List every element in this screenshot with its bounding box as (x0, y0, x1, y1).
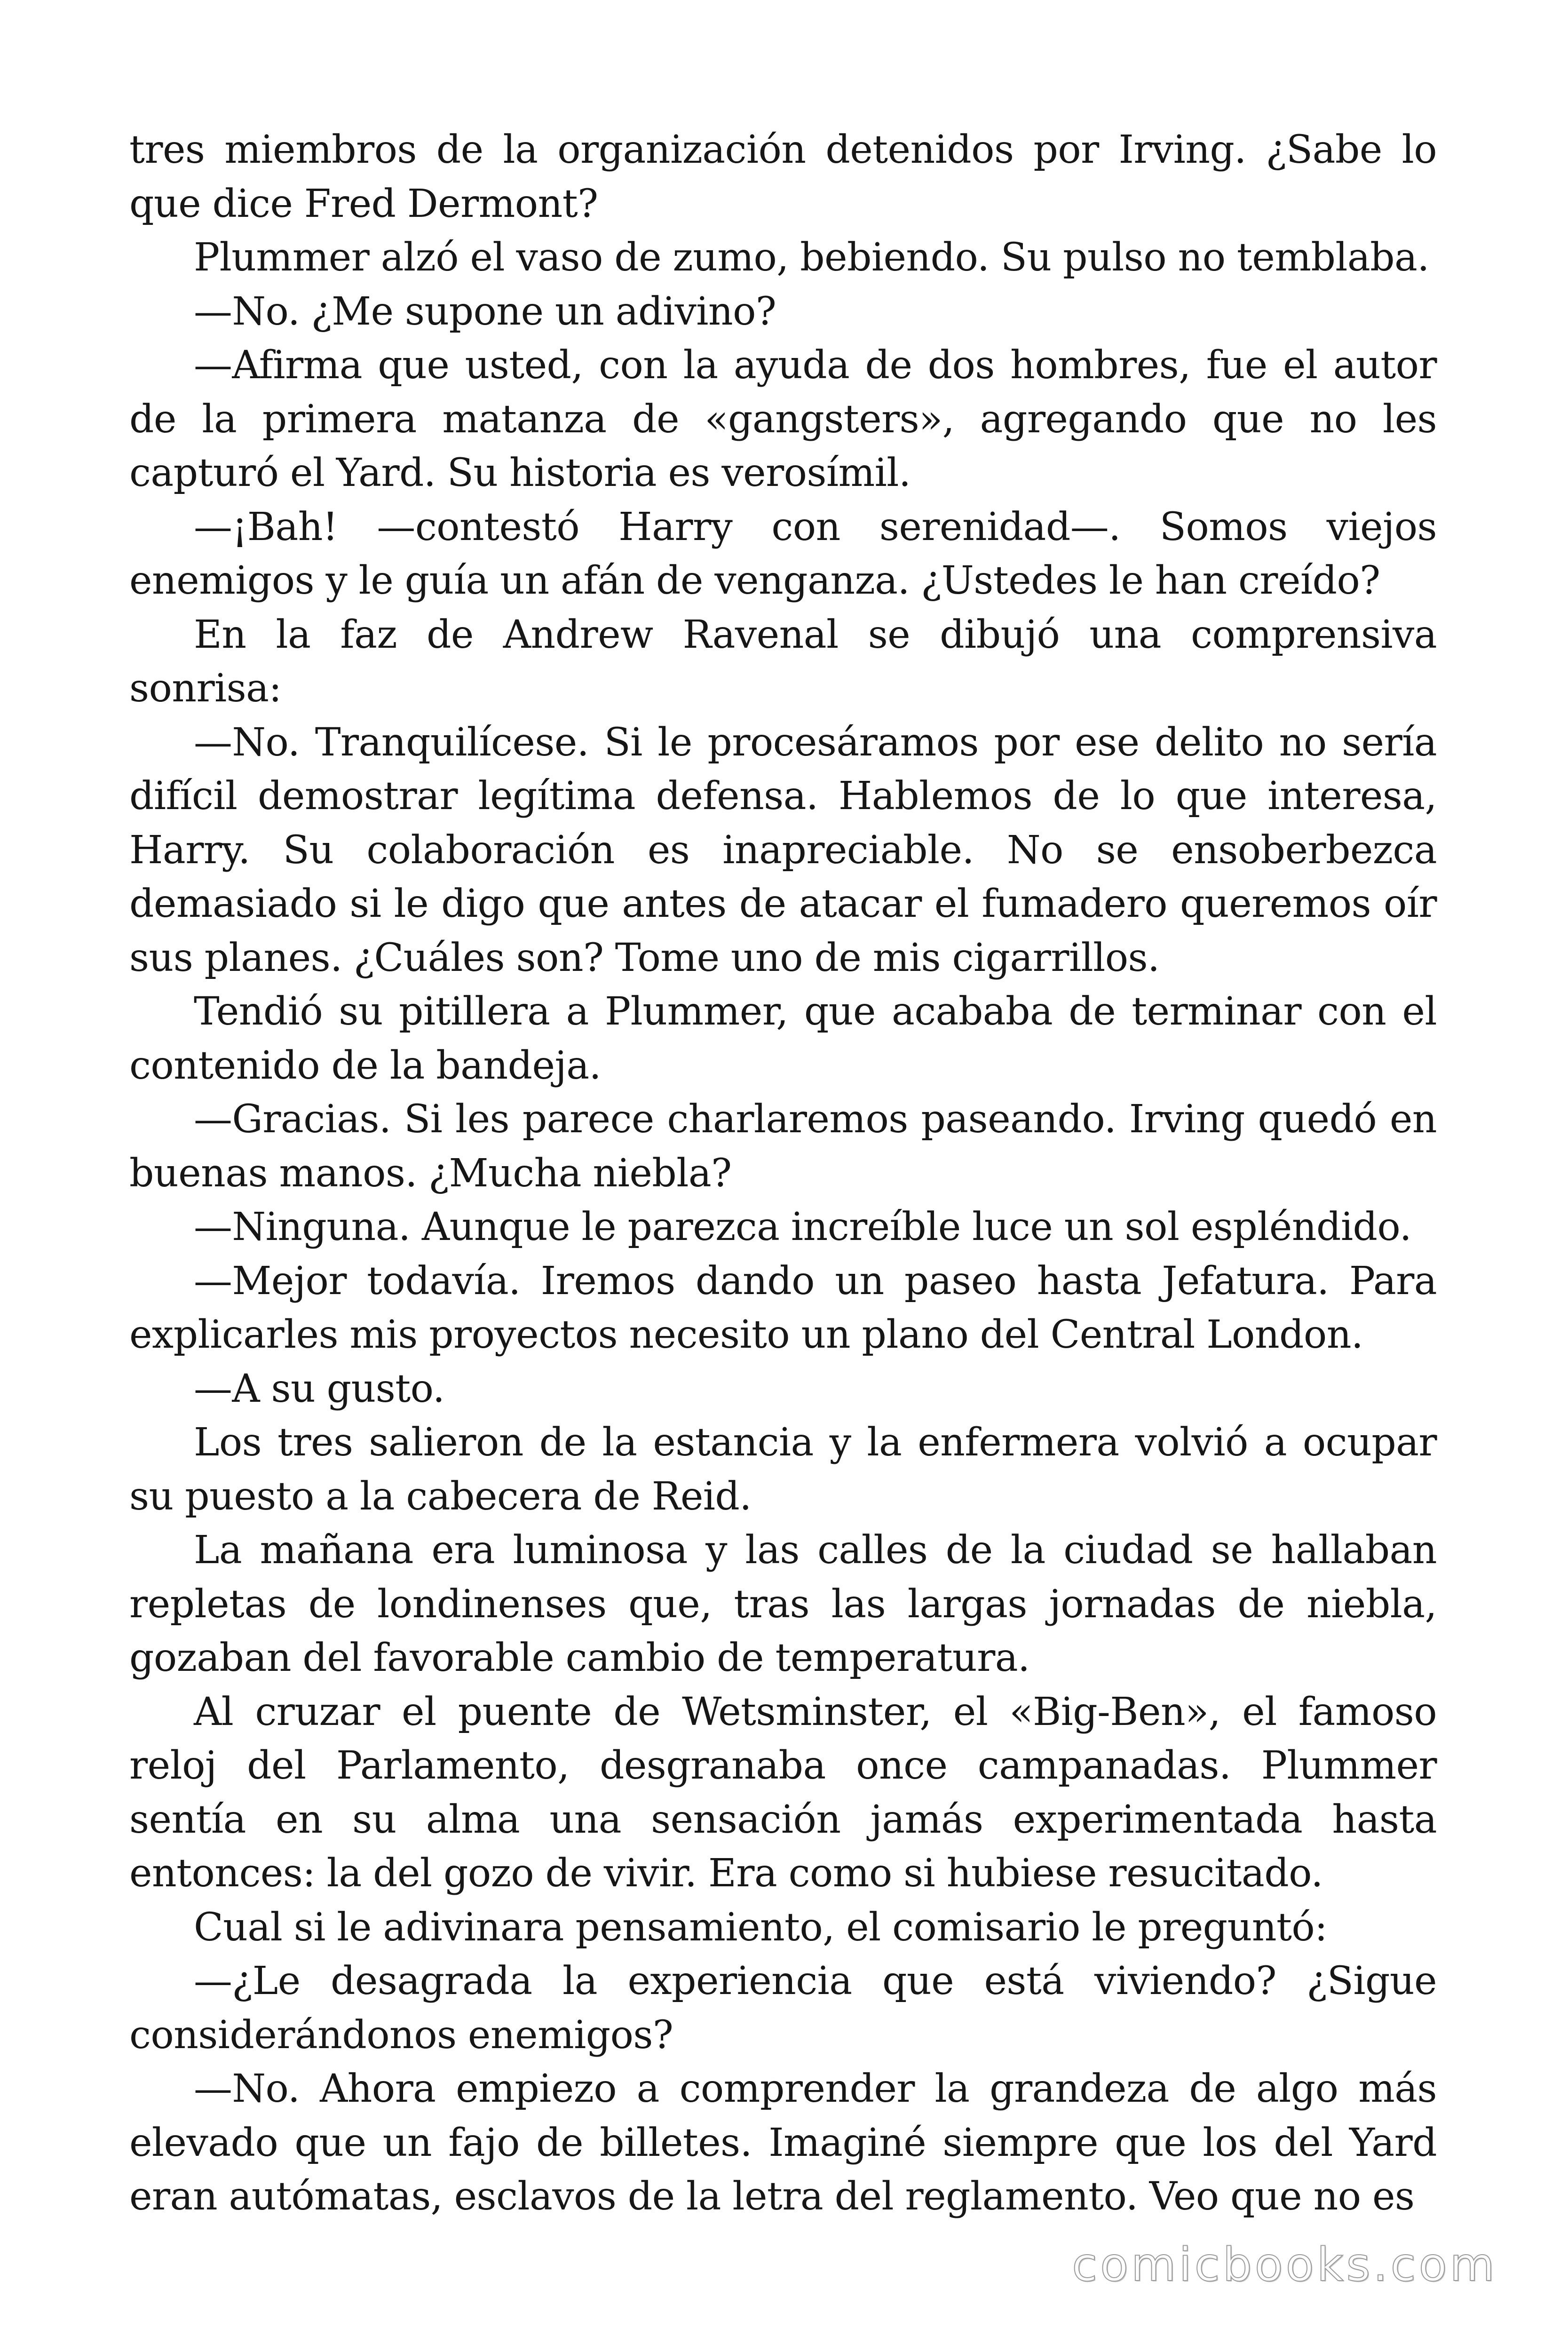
paragraph-6: En la faz de Andrew Ravenal se dibujó una comprensiva sonrisa: (129, 612, 1437, 711)
watermark: comicbooks.com (1072, 2238, 1497, 2292)
paragraph-12: —A su gusto. (194, 1366, 445, 1411)
paragraph-17: —¿Le desagrada la experiencia que está viviendo? ¿Sigue considerándonos enemigos? (129, 1959, 1437, 2058)
paragraph-9: —Gracias. Si les parece charlaremos paseando. Irving quedó en buenas manos. ¿Mucha niebla? (129, 1097, 1437, 1196)
paragraph-7: —No. Tranquilícese. Si le procesáramos por ese delito no sería difícil demostrar legítima defensa. Hablemos de lo que interesa, Harry. Su colaboración es inapreciable. No se ensoberbezca demasiado si le digo que antes de atacar el fumadero queremos oír sus planes. ¿Cuáles son? Tome uno de mis cigarrillos. (129, 720, 1437, 980)
paragraph-8: Tendió su pitillera a Plummer, que acababa de terminar con el contenido de la bandeja. (129, 989, 1437, 1088)
paragraph-15: Al cruzar el puente de Wetsminster, el «Big-Ben», el famoso reloj del Parlamento, desgranaba once campanadas. Plummer sentía en su alma una sensación jamás experimentada hasta entonces: la del gozo de vivir. Era como si hubiese resucitado. (129, 1689, 1437, 1896)
paragraph-10: —Ninguna. Aunque le parezca increíble luce un sol espléndido. (194, 1205, 1412, 1249)
body-text (129, 123, 1437, 2224)
paragraph-18: —No. Ahora empiezo a comprender la grandeza de algo más elevado que un fajo de billetes. Imaginé siempre que los del Yard eran autómatas, esclavos de la letra del reglamento. Veo que no es (129, 2066, 1437, 2219)
paragraph-16: Cual si le adivinara pensamiento, el comisario le preguntó: (194, 1905, 1328, 1950)
paragraph-11: —Mejor todavía. Iremos dando un paseo hasta Jefatura. Para explicarles mis proyectos necesito un plano del Central London. (129, 1258, 1437, 1357)
paragraph-4: —Afirma que usted, con la ayuda de dos hombres, fue el autor de la primera matanza de «gangsters», agregando que no les capturó el Yard. Su historia es verosímil. (129, 343, 1437, 495)
paragraph-5: —¡Bah! —contestó Harry con serenidad—. Somos viejos enemigos y le guía un afán de venganza. ¿Ustedes le han creído? (129, 504, 1437, 603)
paragraph-14: La mañana era luminosa y las calles de la ciudad se hallaban repletas de londinenses que, tras las largas jornadas de niebla, gozaban del favorable cambio de temperatura. (129, 1528, 1437, 1680)
paragraph-13: Los tres salieron de la estancia y la enfermera volvió a ocupar su puesto a la cabecera de Reid. (129, 1420, 1437, 1519)
paragraph-2: Plummer alzó el vaso de zumo, bebiendo. Su pulso no temblaba. (194, 235, 1429, 280)
paragraph-3: —No. ¿Me supone un adivino? (194, 289, 776, 334)
paragraph-1: tres miembros de la organización detenidos por Irving. ¿Sabe lo que dice Fred Dermont? (129, 127, 1437, 226)
